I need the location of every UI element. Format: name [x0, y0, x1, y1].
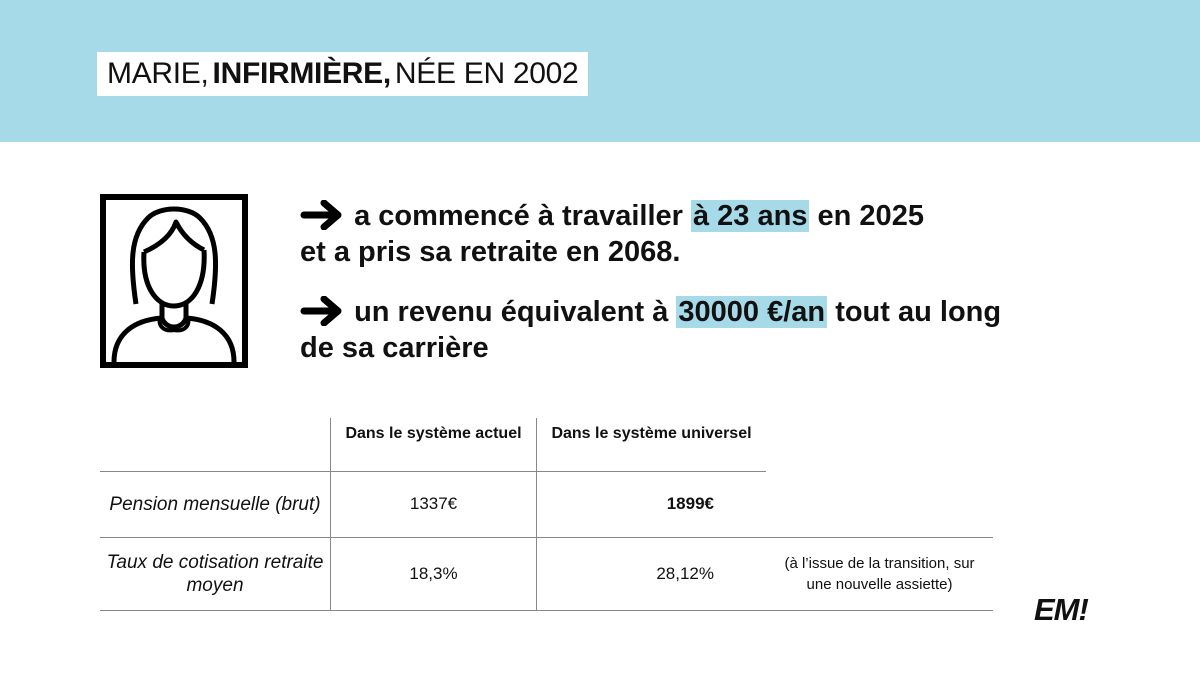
highlight-income: 30000 €/an [678, 296, 826, 328]
bullet-line2: et a pris sa retraite en 2068. [300, 236, 681, 268]
table-corner [100, 418, 331, 471]
arrow-right-icon [300, 200, 346, 230]
row-label-contribution: Taux de cotisation retraite moyen [100, 537, 331, 610]
header-current-system: Dans le système actuel [331, 418, 537, 471]
header-empty [766, 418, 993, 471]
em-logo: EM! [1034, 592, 1088, 627]
bullet-text-before: un revenu équivalent à [354, 296, 669, 328]
bullet-work-start [300, 198, 924, 270]
bullet-income [300, 294, 1001, 366]
woman-portrait-icon [100, 194, 248, 368]
bullet-text-after: tout au long [835, 296, 1002, 328]
header-universal-system: Dans le système universel [537, 418, 767, 471]
arrow-right-icon [300, 296, 346, 326]
page-title [97, 52, 588, 96]
bullet-text-after: en 2025 [817, 200, 924, 232]
contribution-universal: 28,12% [537, 537, 767, 610]
pension-current: 1337€ [331, 471, 537, 537]
contribution-note: (à l’issue de la transition, sur une nouvelle assiette) [766, 537, 993, 610]
title-suffix: NÉE EN 2002 [394, 57, 579, 90]
title-bold: INFIRMIÈRE, [212, 57, 391, 90]
bullet-line2: de sa carrière [300, 332, 489, 364]
contribution-current: 18,3% [331, 537, 537, 610]
comparison-table [100, 418, 993, 611]
bullet-text-before: a commencé à travailler [354, 200, 683, 232]
row-label-pension: Pension mensuelle (brut) [109, 493, 321, 515]
table-header-row [100, 418, 993, 471]
table-row [100, 471, 993, 537]
pension-universal: 1899€ [537, 471, 767, 537]
highlight-age: à 23 ans [692, 200, 808, 232]
pension-note [766, 471, 993, 537]
title-prefix: MARIE, [107, 57, 209, 90]
table-row [100, 537, 993, 610]
